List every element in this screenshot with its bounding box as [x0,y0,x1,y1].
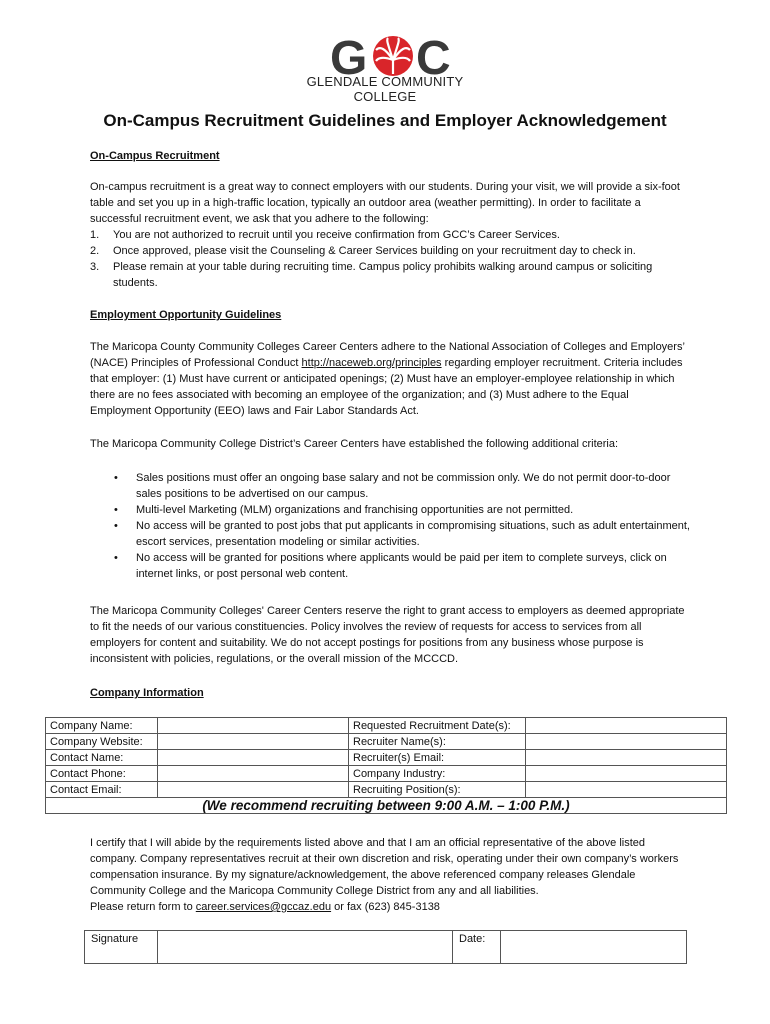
list-item: 2. Once approved, please visit the Counseling & Career Services building on your recruitment day to check in. [90,245,636,257]
recruitment-date-field[interactable] [526,718,727,734]
list-item: • Multi-level Marketing (MLM) organizations and franchising opportunities are not permitted. [114,504,574,516]
contact-email-field[interactable] [158,782,349,798]
recruiter-email-label: Recruiter(s) Email: [349,750,526,766]
company-heading: Company Information [90,687,204,699]
recruiting-position-label: Recruiting Position(s): [349,782,526,798]
list-item: • No access will be granted to post jobs that put applicants in compromising situations, such as adult entertainment, escort services, presentation modeling or similar activities. [114,520,690,548]
company-name-field[interactable] [158,718,349,734]
recommend-note: (We recommend recruiting between 9:00 A.M. – 1:00 P.M.) [46,798,727,814]
date-field[interactable] [501,931,687,964]
table-row [46,798,727,814]
recruiter-email-field[interactable] [526,750,727,766]
list-item: • Sales positions must offer an ongoing base salary and not be commission only. We do not permit door-to-door sales positions to be advertised on our campus. [114,472,671,500]
contact-phone-label: Contact Phone: [46,766,158,782]
date-label: Date: [453,931,501,964]
employment-paragraph-1: The Maricopa County Community Colleges Career Centers adhere to the National Association of Colleges and Employers’ (NACE) Principles of Professional Conduct http://naceweb.org/principles regarding employer recruitment. Criteria includes that employer: (1) Must have current or anticipated openings; (2) Must have an employer-employee relationship in which there are no fees associated with becoming an employee of the organization; and (3) Must adhere to the Equal Employment Opportunity (EEO) laws and Fair Labor Standards Act. [90,341,685,417]
svg-text:C: C [416,32,451,85]
company-website-field[interactable] [158,734,349,750]
nace-link[interactable]: http://naceweb.org/principles [301,357,442,369]
oncampus-heading: On-Campus Recruitment [90,150,220,162]
table-row [85,931,687,964]
page-title: On-Campus Recruitment Guidelines and Employer Acknowledgement [103,111,667,130]
oncampus-section [90,179,690,291]
recruiter-name-label: Recruiter Name(s): [349,734,526,750]
signature-table [84,930,687,964]
table-row [46,782,727,798]
oncampus-list [90,227,690,291]
employment-paragraph-2: The Maricopa Community College District’s Career Centers have established the following additional criteria: [90,438,619,450]
company-info-table [45,717,727,814]
signature-field[interactable] [158,931,453,964]
employment-heading: Employment Opportunity Guidelines [90,309,282,321]
contact-phone-field[interactable] [158,766,349,782]
company-industry-label: Company Industry: [349,766,526,782]
list-item: 3. Please remain at your table during recruiting time. Campus policy prohibits walking around campus or soliciting students. [90,261,653,289]
company-name-label: Company Name: [46,718,158,734]
employment-paragraph-3: The Maricopa Community Colleges' Career Centers reserve the right to grant access to employers as deemed appropriate to fit the needs of our various constituencies. Policy involves the review of requests for access to services from all employers for content and suitability. We do not accept postings for positions from any business whose purpose is inconsistent with policies, regulations, or the overall mission of the MCCCD. [90,605,685,665]
table-row [46,766,727,782]
recruiting-position-field[interactable] [526,782,727,798]
contact-email-label: Contact Email: [46,782,158,798]
svg-text:G: G [330,32,368,85]
recruitment-date-label: Requested Recruitment Date(s): [349,718,526,734]
list-item: 1. You are not authorized to recruit until you receive confirmation from GCC’s Career Services. [90,229,560,241]
contact-name-label: Contact Name: [46,750,158,766]
oncampus-intro: On-campus recruitment is a great way to connect employers with our students. During your visit, we will provide a six-foot table and set you up in a high-traffic location, typically an outdoor area (weather permitting). In order to facilitate a successful recruitment event, we ask that you adhere to the following: [90,181,680,225]
certify-paragraph: I certify that I will abide by the requirements listed above and that I am an official representative of the above listed company. Company representatives recruit at their own discretion and risk, operating under their own company’s workers compensation insurance. By my signature/acknowledgement, the above referenced company releases Glendale Community College and the Maricopa Community College District from any and all liabilities. Please return form to career.services@gccaz.edu or fax (623) 845-3138 [90,837,679,913]
criteria-list [90,470,690,582]
table-row [46,718,727,734]
company-website-label: Company Website: [46,734,158,750]
company-industry-field[interactable] [526,766,727,782]
list-item: • No access will be granted for positions where applicants would be paid per item to complete surveys, click on internet links, or post personal web content. [114,552,667,580]
table-row [46,734,727,750]
recruiter-name-field[interactable] [526,734,727,750]
contact-name-field[interactable] [158,750,349,766]
career-email-link[interactable]: career.services@gccaz.edu [195,901,332,913]
table-row [46,750,727,766]
signature-label: Signature [85,931,158,964]
college-name: GLENDALE COMMUNITY COLLEGE [306,74,464,104]
